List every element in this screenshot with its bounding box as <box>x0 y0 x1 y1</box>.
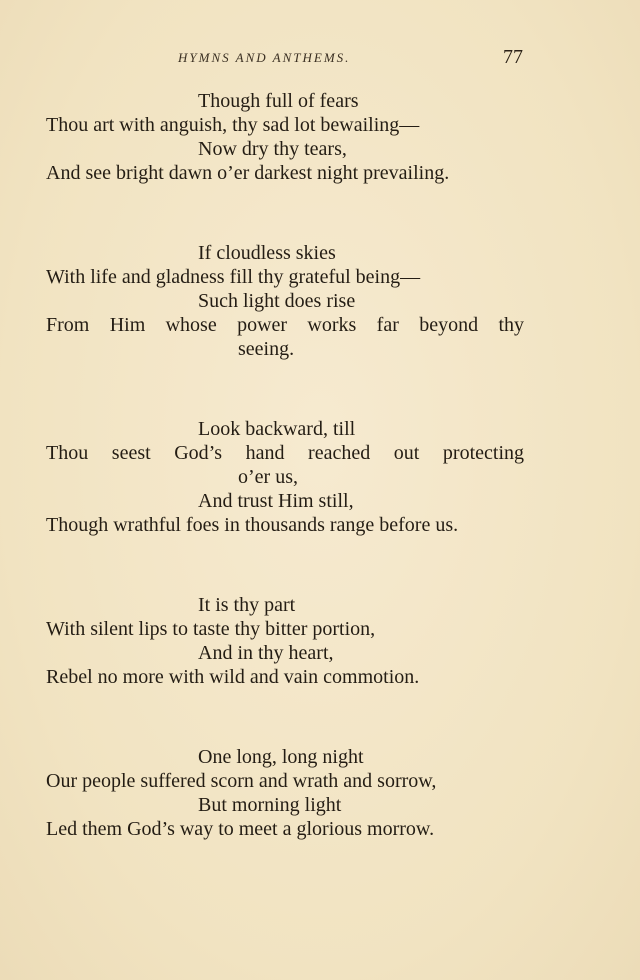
poem-line: And in thy heart, <box>198 642 334 664</box>
poem-line: With life and gladness fill thy grateful being— <box>46 266 421 288</box>
stanza-5 <box>46 744 526 848</box>
poem-line-turnover: seeing. <box>238 338 295 360</box>
poem-line: Rebel no more with wild and vain commotion. <box>46 666 420 688</box>
poem-line-turnover: o’er us, <box>238 466 298 488</box>
poem-line: It is thy part <box>198 594 296 616</box>
poem-line: Our people suffered scorn and wrath and sorrow, <box>46 770 437 792</box>
poem-line: But morning light <box>198 794 342 816</box>
stanza-2 <box>46 240 526 368</box>
poem-line: If cloudless skies <box>198 242 336 264</box>
poem-line: Thou seest God’s hand reached out protecting <box>46 442 524 464</box>
stanza-4 <box>46 592 526 696</box>
poem <box>46 88 526 896</box>
poem-line: Thou art with anguish, thy sad lot bewailing— <box>46 114 420 136</box>
poem-line: From Him whose power works far beyond thy <box>46 314 524 336</box>
poem-line: And trust Him still, <box>198 490 354 512</box>
poem-line: And see bright dawn o’er darkest night prevailing. <box>46 162 450 184</box>
poem-line: Led them God’s way to meet a glorious morrow. <box>46 818 435 840</box>
poem-line: With silent lips to taste thy bitter portion, <box>46 618 376 640</box>
poem-line: One long, long night <box>198 746 364 768</box>
poem-line: Such light does rise <box>198 290 356 312</box>
running-head: HYMNS AND ANTHEMS. <box>178 50 351 65</box>
poem-line: Though wrathful foes in thousands range before us. <box>46 514 459 536</box>
poem-line: Now dry thy tears, <box>198 138 347 160</box>
page-number: 77 <box>503 46 523 68</box>
poem-line: Though full of fears <box>198 90 359 112</box>
stanza-1 <box>46 88 526 192</box>
poem-line: Look backward, till <box>198 418 356 440</box>
stanza-3 <box>46 416 526 544</box>
